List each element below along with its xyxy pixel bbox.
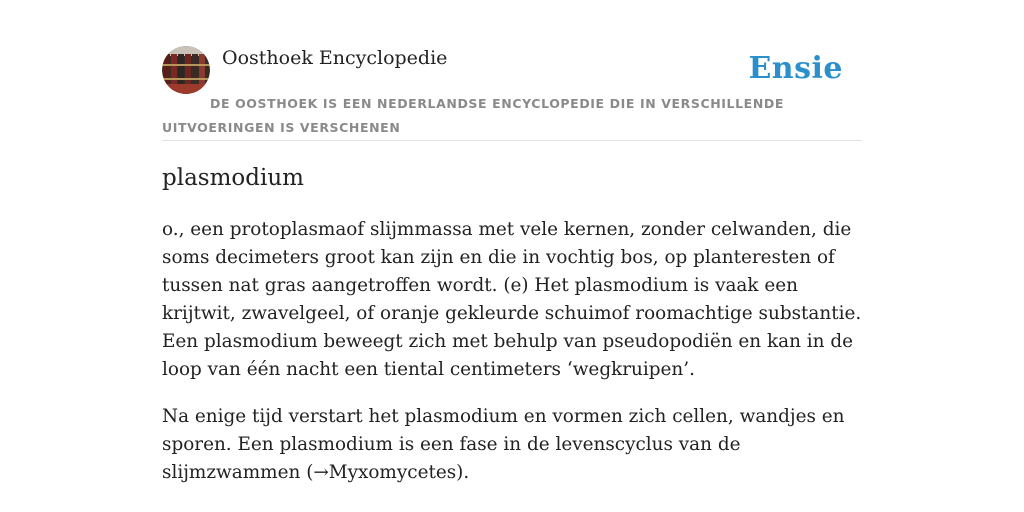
article-paragraph-2: Na enige tijd verstart het plasmodium en vormen zich cellen, wandjes en sporen. Een plasmodium is een fase in de levenscyclus van de slijmzwammen (→Myxomycetes). (162, 406, 845, 483)
article (162, 162, 862, 487)
books-image-icon (162, 46, 210, 94)
brand-logo-link[interactable]: Ensie (748, 51, 843, 86)
article-paragraph-1: o., een protoplasmaof slijmmassa met vele kernen, zonder celwanden, die soms decimeters groot kan zijn en die in vochtig bos, op planteresten of tussen nat gras aangetroffen wordt. (e) Het plasmodium is vaak een krijtwit, zwavelgeel, of oranje gekleurde schuimof roomachtige substantie. Een plasmodium beweegt zich met behulp van pseudopodiën en kan in de loop van één nacht een tiental centimeters ‘wegkruipen’. (162, 219, 862, 380)
site-name[interactable]: Oosthoek Encyclopedie (222, 47, 448, 69)
article-body (162, 216, 862, 487)
article-title: plasmodium (162, 165, 304, 191)
site-tagline: DE OOSTHOEK IS EEN NEDERLANDSE ENCYCLOPEDIE DIE IN VERSCHILLENDE UITVOERINGEN IS VERSCHENEN (162, 96, 784, 135)
site-header (162, 46, 862, 141)
site-avatar[interactable] (162, 46, 210, 94)
